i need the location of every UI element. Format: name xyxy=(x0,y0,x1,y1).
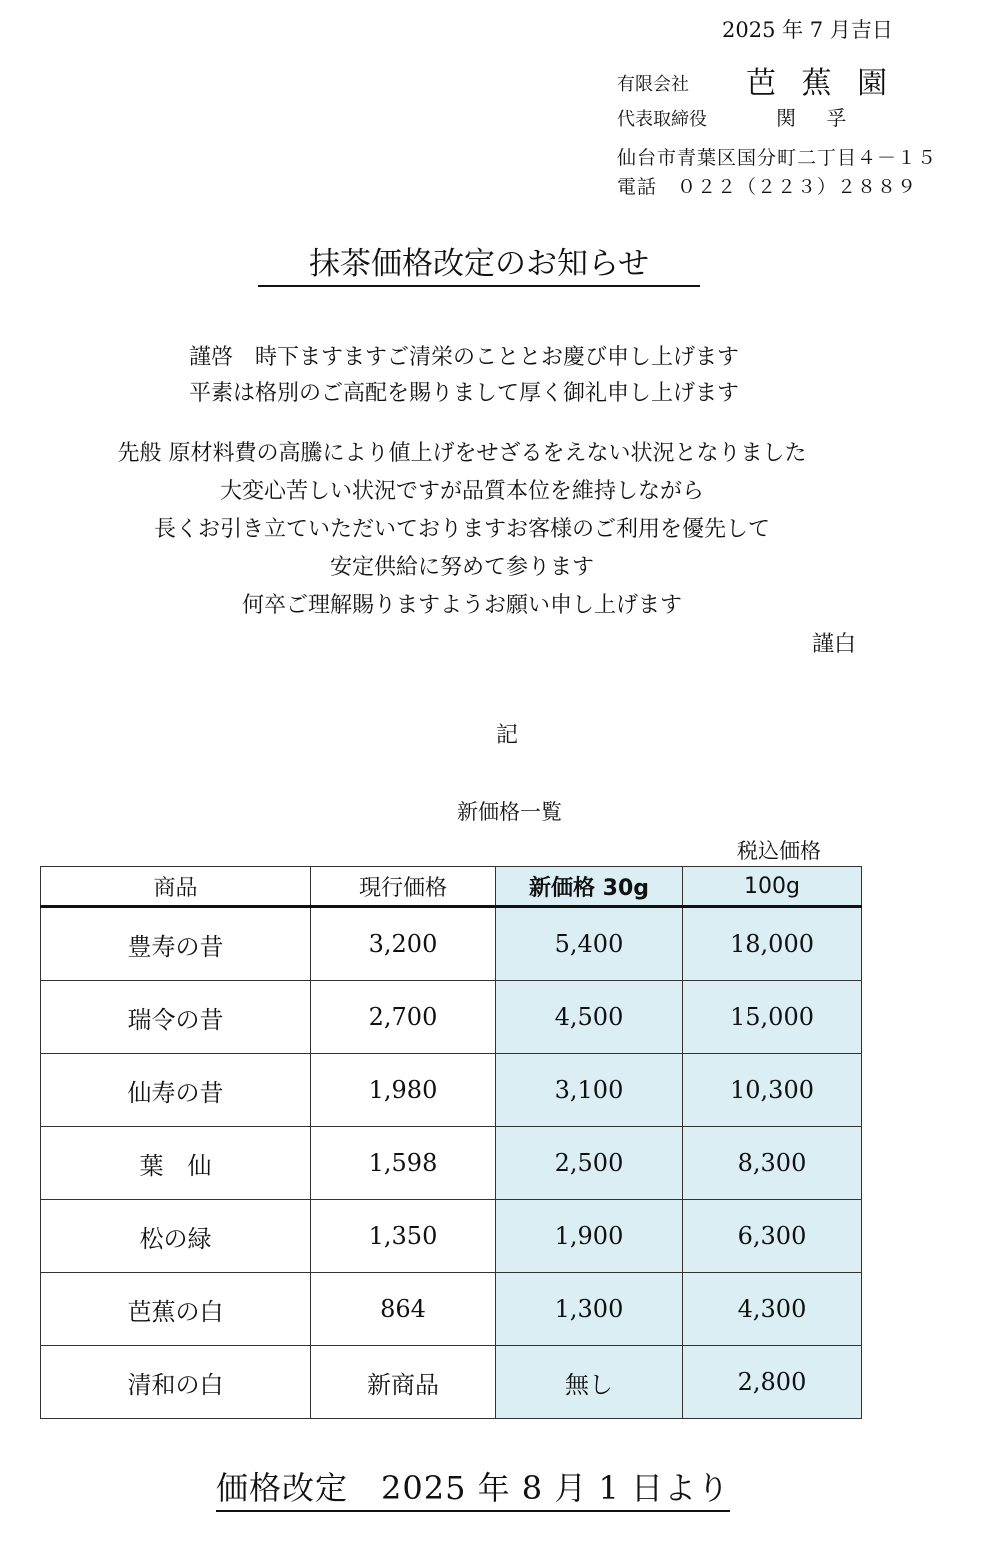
company-phone: 電話 ０２２（２２３）２８８９ xyxy=(617,176,918,198)
current-price: 新商品 xyxy=(311,1346,496,1419)
table-row xyxy=(41,1346,862,1419)
effective-date: 価格改定 2025 年 8 月 1 日より xyxy=(216,1463,730,1512)
letter-line: 大変心苦しい状況ですが品質本位を維持しながら xyxy=(219,479,704,504)
new-price-30g: 3,100 xyxy=(496,1054,683,1127)
header-100g: 100g xyxy=(683,867,862,907)
new-price-30g: 無し xyxy=(496,1346,683,1419)
letter-line: 平素は格別のご高配を賜りまして厚く御礼申し上げます xyxy=(188,381,739,406)
product-name: 葉 仙 xyxy=(41,1127,311,1200)
product-name: 芭蕉の白 xyxy=(41,1273,311,1346)
current-price: 3,200 xyxy=(311,907,496,981)
current-price: 2,700 xyxy=(311,981,496,1054)
price-list-title: 新価格一覧 xyxy=(457,800,562,824)
company-name: 芭 蕉 園 xyxy=(746,66,896,101)
product-name: 松の緑 xyxy=(41,1200,311,1273)
product-name: 豊寿の昔 xyxy=(41,907,311,981)
table-row xyxy=(41,1200,862,1273)
letter-line: 長くお引き立ていただいておりますお客様のご利用を優先して xyxy=(153,517,770,542)
new-price-100g: 10,300 xyxy=(683,1054,862,1127)
new-price-30g: 4,500 xyxy=(496,981,683,1054)
table-row xyxy=(41,1127,862,1200)
new-price-30g: 1,300 xyxy=(496,1273,683,1346)
table-row xyxy=(41,907,862,981)
current-price: 864 xyxy=(311,1273,496,1346)
letter-line: 安定供給に努めて参ります xyxy=(329,555,594,580)
letter-line: 謹啓 時下ますますご清栄のこととお慶び申し上げます xyxy=(188,345,739,370)
table-row xyxy=(41,1273,862,1346)
new-price-100g: 18,000 xyxy=(683,907,862,981)
letter-closing: 謹白 xyxy=(812,632,857,657)
new-price-100g: 4,300 xyxy=(683,1273,862,1346)
new-price-30g: 2,500 xyxy=(496,1127,683,1200)
new-price-30g: 1,900 xyxy=(496,1200,683,1273)
new-price-100g: 2,800 xyxy=(683,1346,862,1419)
new-price-100g: 8,300 xyxy=(683,1127,862,1200)
new-price-30g: 5,400 xyxy=(496,907,683,981)
product-name: 清和の白 xyxy=(41,1346,311,1419)
table-row xyxy=(41,1054,862,1127)
representative-name: 関 孚 xyxy=(776,106,859,130)
price-table xyxy=(40,866,862,1419)
letter-line: 何卒ご理解賜りますようお願い申し上げます xyxy=(241,593,682,618)
table-row xyxy=(41,981,862,1054)
header-product: 商品 xyxy=(41,867,311,907)
company-address: 仙台市青葉区国分町二丁目４－１５ xyxy=(617,147,938,169)
current-price: 1,350 xyxy=(311,1200,496,1273)
tax-included-note: 税込価格 xyxy=(737,839,821,863)
document-date: 2025 年 7 月吉日 xyxy=(722,18,893,42)
header-current-price: 現行価格 xyxy=(311,867,496,907)
company-type: 有限会社 xyxy=(617,74,689,95)
representative-title: 代表取締役 xyxy=(617,109,707,130)
letter-line: 先般 原材料費の高騰により値上げをせざるをえない状況となりました xyxy=(117,441,807,466)
product-name: 瑞令の昔 xyxy=(41,981,311,1054)
new-price-100g: 15,000 xyxy=(683,981,862,1054)
ki-heading: 記 xyxy=(496,723,519,748)
new-price-100g: 6,300 xyxy=(683,1200,862,1273)
product-name: 仙寿の昔 xyxy=(41,1054,311,1127)
header-new-price-30g: 新価格 30g xyxy=(496,867,683,907)
notice-title: 抹茶価格改定のお知らせ xyxy=(258,238,700,287)
current-price: 1,598 xyxy=(311,1127,496,1200)
current-price: 1,980 xyxy=(311,1054,496,1127)
table-header-row xyxy=(41,867,862,907)
